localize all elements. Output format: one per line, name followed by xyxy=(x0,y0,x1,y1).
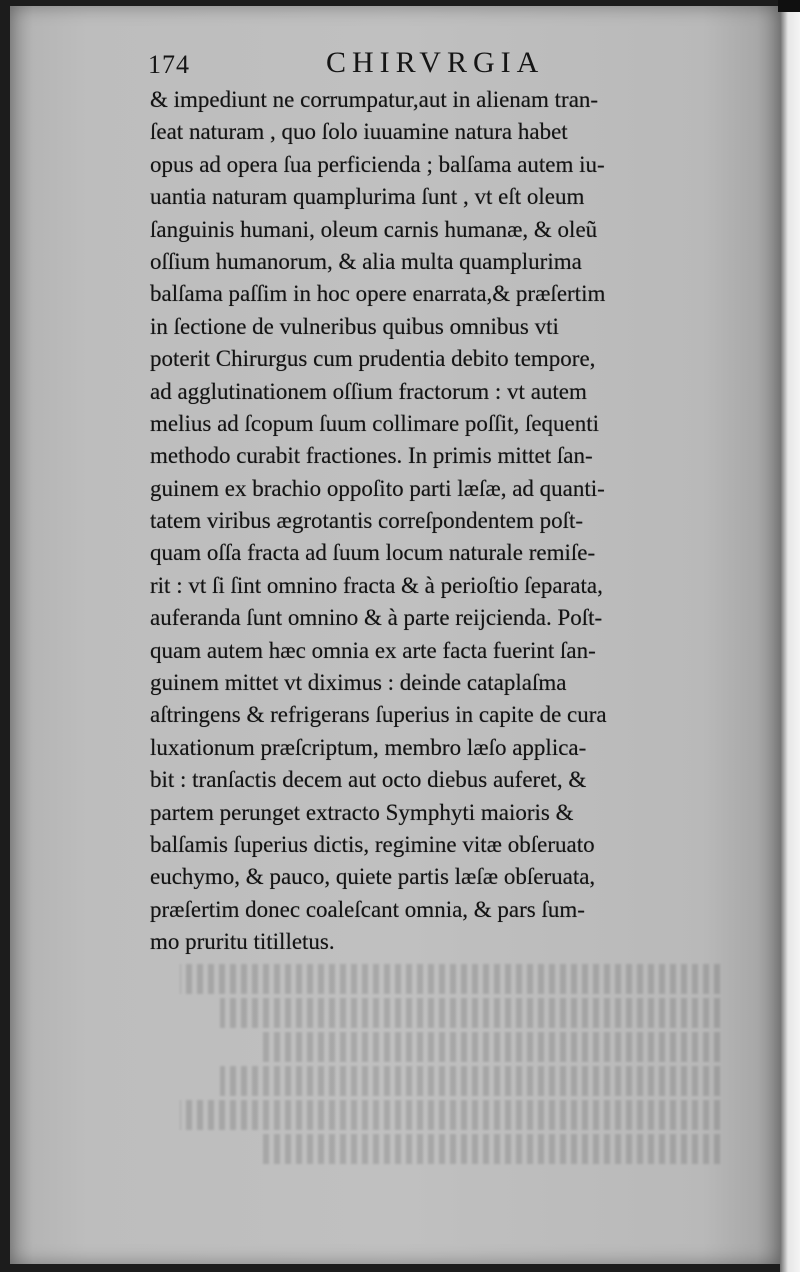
page-edge xyxy=(780,0,800,1272)
text-line: melius ad ſcopum ſuum collimare poſſit, ſequenti xyxy=(150,410,600,436)
text-line: ad agglutinationem oſſium fractorum : vt autem xyxy=(150,378,587,404)
text-line: in ſectione de vulneribus quibus omnibus vti xyxy=(150,313,559,339)
text-line: præſertim donec coaleſcant omnia, & pars ſum- xyxy=(150,896,585,922)
text-line: quam oſſa fracta ad ſuum locum naturale remiſe- xyxy=(150,540,596,566)
page-number: 174 xyxy=(148,50,190,79)
text-line: poterit Chirurgus cum prudentia debito tempore, xyxy=(150,346,596,372)
text-line: uantia naturam quamplurima ſunt , vt eſt oleum xyxy=(150,184,585,210)
text-line: opus ad opera ſua perficienda ; balſama autem iu- xyxy=(150,151,605,177)
body-text xyxy=(150,84,780,959)
text-line: guinem mittet vt diximus : deinde cataplaſma xyxy=(150,670,567,696)
text-line: mo pruritu titilletus. xyxy=(150,929,335,955)
text-line: bit : tranſactis decem aut octo diebus auferet, & xyxy=(150,767,587,793)
text-line: & impediunt ne corrumpatur,aut in alienam tran- xyxy=(150,87,599,112)
running-title: CHIRVRGIA xyxy=(326,46,545,79)
text-line: rit : vt ſi ſint omnino fracta & à perioſtio ſeparata, xyxy=(150,572,603,598)
text-line: luxationum præſcriptum, membro læſo applica- xyxy=(150,734,587,760)
text-line: ſeat naturam , quo ſolo iuuamine natura habet xyxy=(150,119,568,145)
text-line: auferanda ſunt omnino & à parte reijcienda. Poſt- xyxy=(150,605,603,631)
text-line: balſama paſſim in hoc opere enarrata,& præſertim xyxy=(150,281,606,307)
text-line: tatem viribus ægrotantis correſpondentem poſt- xyxy=(150,508,584,534)
text-line: oſſium humanorum, & alia multa quamplurima xyxy=(150,248,582,274)
text-line: partem perunget extracto Symphyti maioris & xyxy=(150,799,574,825)
text-line: aſtringens & refrigerans ſuperius in capite de cura xyxy=(150,702,607,728)
page-header xyxy=(148,46,588,86)
text-line: balſamis ſuperius dictis, regimine vitæ obſeruato xyxy=(150,831,595,857)
text-line: methodo curabit fractiones. In primis mittet ſan- xyxy=(150,443,593,469)
scan-corner xyxy=(778,0,800,12)
text-line: ſanguinis humani, oleum carnis humanæ, & oleũ xyxy=(150,216,598,242)
text-line: euchymo, & pauco, quiete partis læſæ obſeruata, xyxy=(150,864,596,890)
text-line: guinem ex brachio oppoſito parti læſæ, ad quanti- xyxy=(150,475,605,501)
text-line: quam autem hæc omnia ex arte facta fuerint ſan- xyxy=(150,637,596,663)
